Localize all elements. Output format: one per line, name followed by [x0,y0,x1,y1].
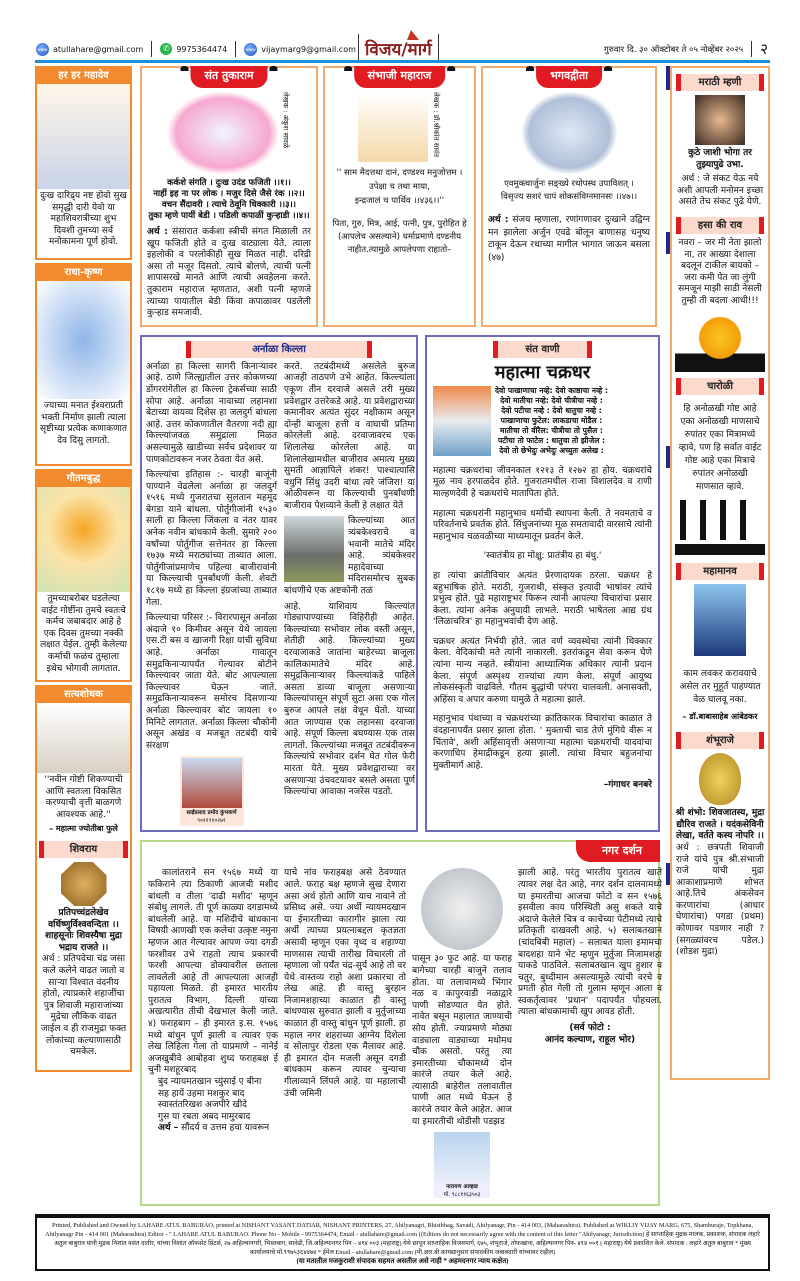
meaning-label: अर्थ : [147,227,168,237]
joke-text: नवरा – जर मी नेता झालो ना, तर आख्या देशाला बदलून टाकील बायको – जरा कमी पेत जा लुंगी समजून माझी साडी नेसली तुम्ही ती बदला आधी!!! [678,237,762,306]
web-globe-icon: www [36,43,49,56]
paragraph: कालांतराने सन १५६७ मध्ये या फकिराने त्या ठिकाणी आजची मशीद बांधली व तीला 'दाढी मशीद' म्हणून संबोधु लागले. ती पूर्ण काळ्या दगडामध्ये बांधलेली आहे. या मशिदीचे बांधकाना विषयी आणखी एक कलेचा उत्कृष्ट नमुना म्हणज आत गेल्यावर आपण ज्या दगडी फरशीवर उभे राहतो त्याच प्रकारची फरशी आपल्या डोक्यावरील छताला लावलेली आहे ती आपल्याला आजही पहायला मिळते. ही इमारत भारतीय पुरातत्व विभाग, दिल्ली यांच्या अखत्यारीत तीची देखभाल केली जाते. ४) फराहबाग – ही इमारत इ.स. १५७६ मध्ये बांधुन पूर्ण झाली व त्यावर एक लेख लिहिला गेला तो याप्रमाणे – नानेई अजखुबीवे आबोहवा शुध्द फराहबक्ष ई चुनी मशहूरबाद [148,868,278,1076]
section-title-marathi-mhani: मराठी म्हणी [676,74,764,91]
poem-line: सह हायें उहमा मशकुर बाद [158,1088,245,1099]
saying-text: कुठे जाशी भोगा तर तुझ्यापुढे उभा. [688,148,752,170]
section-title: संत वाणी [493,341,592,358]
paragraph: किल्ल्यांच्या आत त्र्यंबकेश्वराचे व भवानी मातेचे मंदिर आहे. त्र्यंबकेश्वर महादेवाच्या मंदिरासमोरच सुबक बांधणीचे एक अष्टकोनी तळं [284,516,415,597]
author-photo [434,1132,490,1182]
meaning-text: सौंदर्य व उत्तम हवा यावरून [178,1123,270,1134]
issue-date-bar [604,38,768,60]
jyotiba-phule-image [37,703,130,773]
paragraph: आहे. याशिवाय किल्ल्यांत गोड्यापाण्याच्या विहिरीही आहेत. किल्ल्यांच्या सभोवार लोक वस्ती असून, शेतीही आहे. किल्ल्यांच्या मुख्य दरवाजाकडे जातांना बाहेरच्या बाजूला कालिकामातेचे मंदिर आहे. समुद्रकिनाऱ्यावर किल्ल्यांकडे पाहिले असता डाव्या बाजूला असणाऱ्या किल्ल्यांपासून संपूर्ण सुटा असा एक गोल बुरुज आपले लक्ष वेधून घेतो. याच्या आत जाण्यास एक लहानसा दरवाजा आहे. संपूर्ण किल्ला बघण्यास एक तास लागतो. किल्ल्यांच्या मजबूत तटबंदीवरून किल्ल्यांचे सभोवार दर्शन घेत गोल फेरी मारता येते. मुख्य प्रवेशद्वाराच्या वर असणाऱ्या उंचवटयावर बसले असता पूर्ण किल्ल्यांचा आवाका नजरेस पडतो. [284,601,415,798]
author-phone: ९०११९१०२७१ [197,818,226,825]
author-name: साईप्रसाद प्रमोद कुंभकर्ण [186,810,237,817]
author-phone: मो. ९८८११६३५०३ [443,1192,481,1199]
krishna-image [37,281,130,399]
shiva-image [37,84,130,189]
section-arnala-fort [140,335,418,833]
section-nagar-darshan [140,840,660,1206]
paragraph: चक्रधर अत्यंत निर्भयी होते. जात वर्ण व्यवस्थेचा त्यांनी धिक्कार केला. वेदिकांची मते त्यांनी नाकारली. इतरांकडून सेवा करून घेणे त्यांना मान्य नव्हते. स्त्रीयांना आध्यात्मिक अधिकार त्यांनी प्रदान केला. संपूर्ण अस्पृश्य राज्यांचा त्याग केला. संपूर्ण आयुष्य लोकसंस्कृती वाढविले. गौतम बुद्धांची परंपरा चालवली. अनासक्ती, अहिंसा व अपार करुणा यामुळे ते महात्मा झाले. [433,636,652,705]
quote-text: काम लवकर करावयाचे असेल तर मुहूर्त पाहण्यात वेळ घालवू नका. [679,668,761,705]
section-title-shivray: शिवराय [39,841,128,858]
verse-line: देवो मातीचा नव्हे: देवो चीत्रीचा नव्हे : [500,395,603,405]
card-text: दुःख दारिद्र्य नष्ट होवो सुख समृद्धी दारी येवो या महाशिवरात्रीच्या शुभ दिवशी तुमच्या सर्व मनोकामना पूर्ण होवो. [40,191,127,248]
verse-line: तुका म्हणे पायीं बेडी । पडिली कपाळीं कुऱ्हाडी ।।४।। [148,211,310,221]
buddha-image [37,487,130,592]
poem-line: स्वास्तंतरिखश अजपीरे खीदे [158,1100,247,1111]
right-column [670,66,770,1080]
verse-line: विसृज्य सशरं चापं शोकसंविग्नमानसः ।।४७।। [500,192,638,202]
abhang-verses [147,178,311,222]
verse-line: वचन सैंदावरी । त्याचे ठेवूनि धिक्कारी ।।३।। [161,200,297,210]
quote-author: – डॉ.बाबासाहेब आंबेडकर [682,711,758,721]
section-title-hasa-ki-rao: हसा की राव [676,217,764,234]
card-text: ज्याच्या मनात ईश्वराप्रती भक्ती निर्माण झाली त्याला सृष्टीच्या प्रत्येक कणाकणात देव दिसु लागतो. [40,401,128,446]
poem-line: बुंद न्यायमतखान च्युंसाई ए बीना [158,1077,262,1088]
middle-area [140,66,660,1206]
arnala-fort-photo [284,516,344,582]
card-gautam-buddha [35,469,132,682]
verse-line: '' साम मैदत्तथा दानं, दण्डश्च मनुजोत्तम । [336,168,463,178]
meaning-text: पिता, गुरु, मित्र, आई, पत्नी, पुत्र, पुरोहित हे (आपलेच असल्याने) धर्माप्रमाणे दण्डनीय नाहीत.त्यामुळे आपलेपणा राहातो– [332,219,467,255]
mhani-image [695,95,745,145]
article-column [146,362,277,827]
article-column [284,868,406,1104]
card-title: सत्यशोधक [37,687,130,703]
saying-meaning: अर्थ : जे संकट येऊ नये अशी आपली मनोमन इच्छा असते तेच संकट पुढे येणे. [676,174,764,208]
meaning-label: अर्थ – [158,1123,179,1134]
card-satyashodhak [35,685,132,1072]
verse-line: मातीचा तो वीरैल: चीत्रीचा तो पुसैल : [500,425,603,435]
seal-meaning: अर्थ : छत्रपती शिवाजी राजे यांचे पुत्र श्री.संभाजी राजे यांची मुद्रा आकाशाप्रमाणे शोभत आहे.तिचे अंकसेवन करणारांचा (आधार घेणारांचा) पगडा (प्रथम) कोणावर पडणार नाही ? (सगळ्यांवरच पडेल.) (शोडश मुद्रा) [676,842,764,958]
image-row [147,92,311,174]
jumping-people-silhouette [675,500,765,555]
verse-line: एवमुक्त्वार्जुनः सङ्ख्ये रथोपस्थ उपाविशत् । [504,179,634,189]
left-column [35,66,132,1075]
tukaram-image [168,92,278,174]
verse-line: देवो तो छेभेदुः अभेदुः अच्युतः अलेख : [499,445,604,455]
section-title: अर्नाळा किल्ला [186,341,372,358]
whatsapp-icon: ✆ [160,43,172,55]
seal-verse: श्री शंभो: शिवजातस्य, मुद्रा द्यौरिव राजते । यदंकसेविनी लेखा, वर्तते कस्य नोपरि ।। [675,808,765,842]
photo-credit: (सर्व फोटो : [569,1023,611,1034]
section-sant-tukaram [140,66,318,327]
poem-line: गुस या रबता अबद मामुरबाद [158,1111,251,1122]
section-title-charoli: चारोळी [676,378,764,395]
paragraph: हा त्यांचा क्रांतीविचार अत्यंत प्रेरणादायक ठरला. चक्रधर हे बहुभाषिक होते. मराठी, गुजराथी, संस्कृत इत्यादी भाषांवर त्यांचे प्रभुत्व होते. पुढे महाराष्ट्रभर फिरून त्यांनी आपल्या विचारांचा प्रसार केला. त्यांना अनेक अनुयायी लाभले. मराठी भाषेतला आद्य ग्रंथ 'लिळाचरित्र' हा महानुभवांची देण आहे. [433,570,652,628]
paragraph: करते. तटबंदीमध्ये असलेले बुरुज आजही ताठपणे उभे आहेत. किल्ल्यांला एकूण तीन दरवाजे असले तरी मुख्य प्रवेशद्वार उत्तरेकडे आहे. या प्रवेशद्वाराच्या कमानीवर अत्यंत सुंदर नक्षीकाम असून दोन्ही बाजूला हत्ती व वाघाची प्रतिमा कोरलेली आहे. दरवाजावरच एक शिलालेख कोरलेला आहे. या शिलालेखामधील बाजीराव अमात्य मुख्य सुमती आज्ञापिले शंकर! पाश्चात्यासि वधुनि सिंधु उदरी बांधा त्वरे जंजिरा! या ओळीवरून या किल्ल्याची पुनर्बांधणी बाजीराव पेशव्याने केली हे लक्षात येते [284,361,415,511]
laughing-emoji-image [675,310,765,372]
section-title-shambhuraje: शंभूराजे [676,732,764,749]
newspaper-logo [358,34,439,60]
shivaji-seal-image [61,862,107,906]
card-title: हर हर महादेव [37,68,130,84]
verse-line: नाहीं इह ना पर लोक । मजुर दिसे जैसे रंक ।।२।। [153,189,305,199]
web-globe-icon: www [244,43,257,56]
paragraph: महात्मा चक्रधरांचा जीवनकाल १२१३ ते १२७२ हा होय. चक्रधरांचे मूळ नाव हरपाळदेव होते. गुजरातमधील राजा विशालदेव व राणी माल्हणदेवी हे चक्रधरांचे मातापिता होते. [433,465,652,499]
krishna-arjuna-image [522,92,617,174]
divider [235,41,236,57]
section-title-mahamanav: महामानव [676,563,764,580]
meaning-block [147,227,311,320]
paragraph: याचे नांव फराहबक्ष असे ठेवण्यात आले. फराह बक्ष म्हणजे सुख देणारा असा अर्थ होतो आणि याच नावाने तो प्रसिध्द असे. ज्या अर्थी न्यायमदखान या ईमारतीच्या कारागीर झाला त्या अर्थी त्याच्या प्रयत्नाबद्दल कृतज्ञता असावी म्हणून एका वृध्द व शहाण्या माणसास त्याची तारीख विचारली तो म्हणाला जो पर्यंत चंद्र-सुर्य आहे तो वर येथे वास्तव्य राहो अशा प्रकारचा तो लेख आहे. ही वास्तु बुरहान निजामशहाच्या काळात ही वास्तु बांधण्यास सुरुवात झाली व मुर्तुजाच्या काळात ही वास्तु बांधुन पूर्ण झाली. हा महाल नगर शहराच्या आग्नेय दिशेला व सोलापुर रोडला एक मैलावर आहे. ही इमारत दोन मजली असून दगडी बांधकाम करून त्यावर चुन्याचा गीलाव्याने लिंपले आहे. या महालाची उंची जमिनी [284,868,406,1099]
card-text: तुमच्याबरोबर घडलेल्या वाईट गोष्टींना तुमचे स्वतःचे कर्मच जबाबदार आहे हे एक दिवस तुमच्या नक्की लक्षात येईल. तुम्ही केलेल्या कर्माची फळंच तुम्हाला इथेच भोगावी लागतात. [40,594,127,674]
quote-author: – महात्मा ज्योतीबा फुले [49,824,118,834]
quote-text: ''नवीन गोष्टी शिकण्याची आणि स्वतःला विकसित करण्याची वृत्ती बाळगणे आवश्यक आहे.'' [44,775,123,820]
issue-date: गुरुवार दि. ३० ऑक्टोबर ते ०५ नोव्हेंबर २०२५ [604,44,744,55]
seal-verse: प्रतिपच्चंद्रलेखेव वर्धिष्णुर्विश्ववन्दिता ।। शाहसूनोः शिवस्यैषा मुद्रा भद्राय राजते ।। [45,907,122,953]
verse-line: देवो पटीचा नव्हे : देवो धातुचा नव्हे : [501,405,602,415]
shloka [330,166,469,208]
phone-number: 9975364474 [176,44,228,54]
article-column [284,362,415,827]
header-rule [35,60,770,63]
seal-meaning: अर्थ : प्रतिपदेचा चंद्र जसा कले कलेने वाढत जातो व साऱ्या विश्वात वंदनीय होतो, त्याप्रकारे शहाजींचा पुत्र शिवाजी महाराजांच्या मुद्रेचा लौकिक वाढत जाईल व ही राजमुद्रा फक्त लोकांच्या कल्याणासाठी चमकेल. [40,954,127,1058]
image-row [330,92,469,162]
card-title: गौतमबुद्ध [37,471,130,487]
section-sambhaji-maharaj [323,66,476,327]
author-name: नारायण आव्हाड [446,1184,478,1191]
image-row [488,92,650,174]
quote: 'स्वातंत्रीय हा मोक्षु: प्रातंत्रीय हा बंधु.' [483,551,602,562]
verse-line: देवो पाखाणाचा नव्हे: देवो काष्ठाचा नव्हे : [495,385,608,395]
meaning-text: संजय म्हणाला, रणांगणावर दुःखाने उद्विग्न मन झालेला अर्जुन एवढे बोलून बाणासह धनुष्य टाकून देऊन रथाच्या मागील भागात जाऊन बसला (४७) [488,215,650,263]
divider [751,41,752,57]
article-column [412,868,512,1198]
section-title: संत तुकाराम [190,66,267,88]
paragraph: पासून ३० फुट आहे. या फराह बागेच्या चारही बाजुने तलाव होता. या तलावामध्ये भिंगार नळ व कापुरवाडी नळाद्वारे पाणी सोडण्यात येत होते. नावेत बसून महालात जाण्याची सोय होती. ज्याप्रमाणे मोठ्या वाड्याला वाड्याच्या मधोमध चौक असतो. परंतु त्या इमारतीच्या चौकामध्ये दोन कारंजे तयार केले आहे. त्यासाठी बाहेरील तलावातील पाणी आत मध्ये घेऊन हे कारंजे तयार केले आहेत. आज या इमारतीची थोडीसी पडझड [412,954,512,1127]
signature: –गंगाधर बनबरे [603,780,652,791]
section-bhagavad-gita [481,66,657,327]
section-sant-vani [425,335,660,833]
imprint-footer [35,1214,770,1271]
page-body [35,66,770,1206]
right-column-wrapper [670,66,770,1080]
sambhaji-image [358,92,428,162]
shloka [488,178,650,204]
paragraph: किल्ल्यांचा इतिहास :- चारही बाजूंनी पाण्याने वेढलेला अर्नाळा हा जलदुर्ग १५१६ मध्ये गुजरातचा सुलतान महमूद बेगडा याने बांधला. पोर्तुगीजांनी १५३० साली हा किल्ला जिंकला व नंतर यावर अनेक नवीन बांधकामे केली. सुमारे २०० वर्षांच्या पोर्तुगीज सत्तेनंतर हा किल्ला १७३७ मध्ये मराठ्यांच्या ताब्यात आला. पोर्तुगीजांप्रमाणेच पहिल्या बाजीरावांनी या किल्ल्याची पुनर्बांधणी केली. शेवटी १८१७ मध्ये हा किल्ला इंग्रजांच्या ताब्यात गेला. [146,470,277,608]
paragraph: किल्ल्याचा परिसर :- विरारपासून अर्नाळा अंदाजे १० किमीवर असून येथे जायला एस.टी बस व खाजगी रिक्षा यांची सुविधा आहे. अर्नाळा गावातून समुद्रकिनाऱ्यापर्यंत गेल्यावर बोटीने किल्ल्यावर जाता येते. बोट आपल्याला किल्ल्यावर घेऊन जाते. समुद्रकिनाऱ्यावरून समोरच दिसणाऱ्या अर्नाळा किल्ल्यावर बोट जायला १० मिनिटे लागतात. अर्नाळा किल्ला चौकोनी असून अखंड व मजबूत तटबंदी याचे संरक्षण [146,613,277,751]
verse-line: इन्द्रजालं च पार्थिव ।।४३६।।'' [354,196,445,206]
photo-credit: आनंद कल्याण, राहूल भोर) [544,1034,636,1045]
byline: लेखक : अंकुश सावळे [281,92,290,149]
verse-line: उपेक्षा च तथा माया, [369,182,430,192]
verse-line: कर्कशे संगति । दुःख उदंड फजिती ।।१।। [167,178,291,188]
email-link[interactable]: vijaymarg9@gmail.com [261,44,356,54]
masthead-contacts [36,38,356,60]
paragraph: झाली आहे. परंतु भारतीय पुरातत्व खाते त्यावर लक्ष देत आहे, नगर दर्शन दालनामध्ये या इमारतीचा आजचा फोटो व सन १५७६ इसवीला काय परिस्थिती असु शकते याचे अंदाजे केलेले चित्र व काचेच्या पेटीमध्ये त्याचे प्रतिकृती दाखवली आहे. ५) सलाबतखान (चांदबिबी महाल) – सलाबत याला इमामचा बादशहा याने भेट म्हणुन मुर्तुजा निजामशहा याकडे पाठविले. सलाबतखान खुप हुशार व चतुर, बुध्दीमान असल्यामुळे त्यांची वरचे व प्रगती होत गेली तो गुलाम म्हणून आला व स्वकर्तृत्वावर 'प्रधान' पदापर्यंत पोहचला. त्याला बांधकामाची खुप आवड होती. [518,868,662,1018]
meaning-block [488,214,650,264]
email-link[interactable]: atullahare@gmail.com [53,44,144,54]
card-title: राधा-कृष्ण [37,265,130,281]
flag-icon [407,30,419,40]
section-title: संभाजी महाराज [354,66,446,88]
ambedkar-image [694,584,746,656]
logo-text: विजय/मार्ग [365,40,432,60]
meaning-label: अर्थ : [488,215,509,225]
verse-line: पाखाणाचा फुटेल: लाकडाचा मोडैल : [500,415,603,425]
chakradhar-image [433,386,491,456]
paragraph: महानुभाव पंथाच्या व चक्रधरांच्या क्रांतिकारक विचारांचा काळात ते वंदहानापर्यंत प्रसार झाला होता. ' मुक्ताची चाड तेणे मुंगिये वीरू न चिंतावे', अशी अहिंसावृत्ती असणाऱ्या महात्मा चक्रधरांची यादवांचा करणाधिप हेमाद्रीकडून हत्या झाली. त्यांचा विचार बहुजनांचा मुक्तीमार्ग आहे. [433,714,652,771]
card-har-har-mahadev [35,66,132,260]
paragraph: अर्नाळा हा किल्ला सागरी किनाऱ्यावर आहे. ठाणे जिल्ह्यातील उत्तर कोकणच्या डोंगररांगेतील हा किल्ला ट्रेकर्सच्या साठी सोपा आहे. अर्नाळा नावाच्या लहानशा बेटाच्या वायव्य दिशेस हा जलदुर्ग बांधला आहे. उत्तर कोकणातील वैतरणा नदी ह्या किल्ल्यांजवळ समुद्राला मिळत असल्यामुळे खाडीच्या सर्वच प्रदेशावर या पाणकोटावरून नजर ठेवता येत असे. [146,361,277,465]
disclaimer-text: (या मतातील मजकुराशी संपादक सहमत असतील असे नाही * अहमदनगर न्याय कक्षेत) [296,1257,509,1266]
author-card [180,756,244,826]
verse-line: पटीचा तो फाटेल : धातुचा तो झीजेल : [497,435,606,445]
card-radha-krishna [35,263,132,466]
page-number: २ [760,40,768,58]
imprint-text: Printed, Published and Owned by LAHARE ATUL BABURAO, printed at NISHANT VASANT DATIAR, NISHANT PRINTERS, 27, Ahilyanagri, Bhistbhag, Savadi, Ahilyanagr, Pin - 414 003, (Maharashtra). Published at WIKLIY VIJAY MARG, 675, Shamburaje, Topkhana, Ahilyanagr Pin - 414 001 (Maharashtra) Editor - " LAHARE ATUL BABURAO. Phone No - Mobile - 9975364474, Email - atullahare@gmail.com ((Editors do not necessarily agree with the content of this letter "Ahilyanagr, Jurisdiction) हे साप्ताहिक मुद्रक मालक, प्रकाशक, संपादक लहारे अतुल बाबुराव यांनी मुद्रक निशांत वसंत दातीर, यांच्या निशांत ऑफसेट प्रिंटर्स, २७ अहिल्यानगरी, भिस्तबाग, सावेडी, जि.अहिल्यानगर पिन – ४१४ ००३ (महाराष्ट्र) येथे छापून साप्ताहिक विजयमार्ग, ६७५, शंभूराजे, तोफखाना, अहिल्यानगर पिन- ४१४ ००१ ( महाराष्ट्र) येथे प्रकाशित केले. संपादक : लहारे अतुल बाबुराव * मुख्य कार्यालयाचे मो.९९७५३६४४७४ * ईमेल Email - atullahare@gmail.com (पी.आर.बी.कायद्यानुसार संपादकीय जबाबदारी यांच्यावर राहील) [45,1222,760,1257]
byline: लेखक : डॉ.श्रीकांत सावंत [432,92,440,158]
poem [148,1077,278,1135]
meaning-text: संसारात कर्कशा स्त्रीची संगत मिळाली तर खूप फजिती होते व दुःख वाट्याला येते. त्याला इहलोकी व परलोकीही सुख मिळत नाही. दरिद्री असा तो मजूर दिसतो. त्याचे बोलणे, त्याची पत्नी शापासरखे मानते आणि त्याची अवहेलना करते. तुकाराम महाराज म्हणतात, अशी पत्नी म्हणजे त्याच्या पायातील बेडी किंवा कपाळावर पडलेली कुऱ्हाड समजावी. [147,227,311,319]
museum-circular-photo [421,868,503,950]
section-title: नगर दर्शन [576,840,660,862]
middle-row [140,335,660,833]
sambhaji-seal-image [699,753,741,805]
verse-block [495,386,608,456]
top-row [140,66,660,327]
divider [151,41,152,57]
paragraph: महात्मा चक्रधरांनी महानुभाव धर्माची स्थापना केली. ते नवमताचे व परिवर्तनाचे प्रवर्तक होते. सिंधुजनांच्या मूळ समतावादी वारसाचे त्यांनी महानुभाव चळवळीच्या माध्यमातून प्रवर्तन केले. [433,508,652,542]
author-card [434,1132,490,1198]
author-photo [182,758,242,808]
article-column [148,868,278,1135]
charoli-text: हि अनोळखी गोष्ट आहे एका अनोळखी माणसाचे रुपांतर एका मित्रामध्ये व्हावे, पण हि सर्वात वाईट गोष्ट आहे एका मित्राचे रुपांतर अनोळखी माणसात व्हावे. [678,403,762,492]
section-title: भगवद्गीता [536,66,602,88]
article-column [518,868,662,1046]
article-headline: महात्मा चक्रधर [494,361,591,383]
